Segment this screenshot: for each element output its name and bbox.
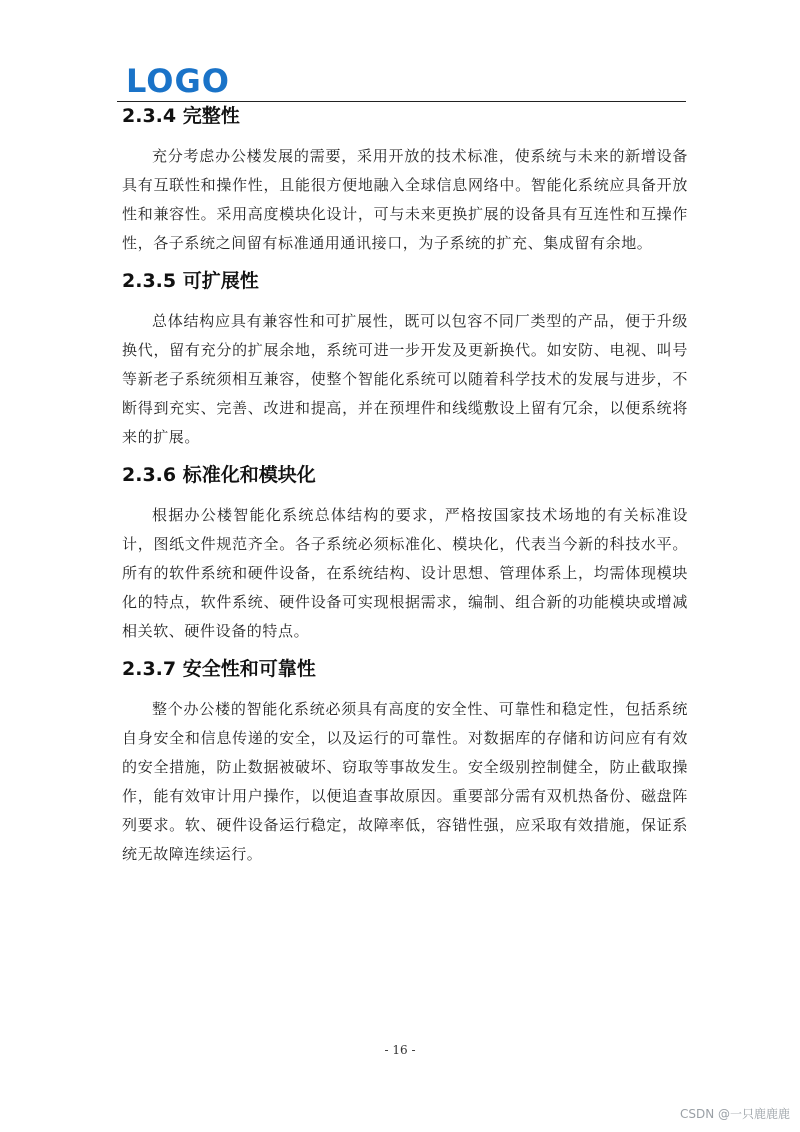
document-content (122, 101, 688, 869)
section-paragraph: 总体结构应具有兼容性和可扩展性，既可以包容不同厂类型的产品，便于升级换代，留有充分的扩展余地，系统可进一步开发及更新换代。如安防、电视、叫号等新老子系统须相互兼容，使整个智能化系统可以随着科学技术的发展与进步，不断得到充实、完善、改进和提高，并在预埋件和线缆敷设上留有冗余，以便系统将来的扩展。 (122, 312, 688, 446)
logo: LOGO (126, 62, 230, 100)
section-title: 2.3.5 可扩展性 (122, 270, 259, 292)
page-number: - 16 - (384, 1043, 416, 1057)
section-paragraph: 根据办公楼智能化系统总体结构的要求，严格按国家技术场地的有关标准设计，图纸文件规范齐全。各子系统必须标准化、模块化，代表当今新的科技水平。所有的软件系统和硬件设备，在系统结构、设计思想、管理体系上，均需体现模块化的特点，软件系统、硬件设备可实现根据需求，编制、组合新的功能模块或增减相关软、硬件设备的特点。 (122, 506, 688, 640)
section-paragraph: 整个办公楼的智能化系统必须具有高度的安全性、可靠性和稳定性，包括系统自身安全和信息传递的安全，以及运行的可靠性。对数据库的存储和访问应有有效的安全措施，防止数据被破坏、窃取等事故发生。安全级别控制健全，防止截取操作，能有效审计用户操作，以便追查事故原因。重要部分需有双机热备份、磁盘阵列要求。软、硬件设备运行稳定，故障率低，容错性强，应采取有效措施，保证系统无故障连续运行。 (122, 700, 688, 863)
section-2-3-6 (122, 460, 688, 646)
section-title: 2.3.6 标准化和模块化 (122, 464, 316, 486)
section-paragraph: 充分考虑办公楼发展的需要，采用开放的技术标准，使系统与未来的新增设备具有互联性和操作性，且能很方便地融入全球信息网络中。智能化系统应具备开放性和兼容性。采用高度模块化设计，可与未来更换扩展的设备具有互连性和互操作性，各子系统之间留有标准通用通讯接口，为子系统的扩充、集成留有余地。 (122, 147, 688, 252)
watermark: CSDN @一只鹿鹿鹿 (679, 1107, 790, 1121)
section-2-3-4 (122, 101, 688, 258)
section-title: 2.3.4 完整性 (122, 105, 240, 127)
section-title: 2.3.7 安全性和可靠性 (122, 658, 316, 680)
section-2-3-5 (122, 266, 688, 452)
section-2-3-7 (122, 654, 688, 869)
